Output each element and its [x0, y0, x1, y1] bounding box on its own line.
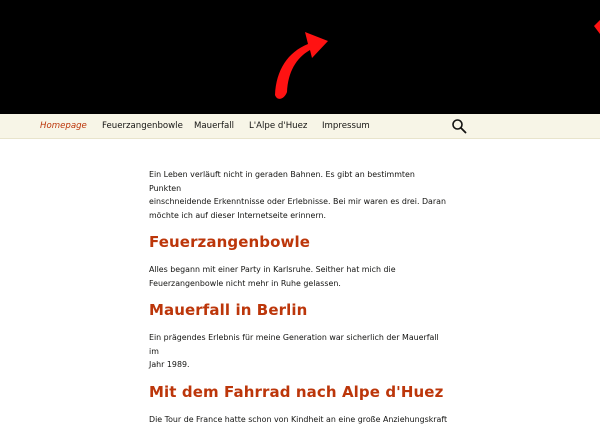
section-paragraph — [149, 331, 449, 372]
paragraph-line: Feuerzangenbowle nicht mehr in Ruhe gelassen. — [149, 279, 341, 288]
curved-arrow-icon[interactable] — [0, 0, 600, 114]
search-button[interactable] — [451, 118, 467, 134]
section-heading-feuerzangenbowle: Feuerzangenbowle — [149, 233, 449, 251]
section-heading-mauerfall: Mauerfall in Berlin — [149, 301, 449, 319]
nav-item-alpe-dhuez[interactable]: L'Alpe d'Huez — [249, 114, 307, 138]
nav-item-mauerfall[interactable]: Mauerfall — [194, 114, 234, 138]
search-icon — [451, 118, 467, 134]
page-content — [149, 168, 449, 426]
main-navigation — [0, 114, 600, 139]
nav-item-homepage[interactable]: Homepage — [40, 114, 87, 138]
intro-line: Ein Leben verläuft nicht in geraden Bahnen. Es gibt an bestimmten Punkten — [149, 170, 415, 193]
paragraph-line: Alles begann mit einer Party in Karlsruhe. Seither hat mich die — [149, 265, 396, 274]
header-edge-mark — [594, 20, 600, 34]
intro-line: möchte ich auf dieser Internetseite erinnern. — [149, 211, 326, 220]
intro-paragraph — [149, 168, 449, 222]
paragraph-line: Die Tour de France hatte schon von Kindheit an eine große Anziehungskraft — [149, 415, 447, 424]
section-paragraph — [149, 263, 449, 290]
intro-line: einschneidende Erkenntnisse oder Erlebnisse. Bei mir waren es drei. Daran — [149, 197, 446, 206]
section-heading-alpe-dhuez: Mit dem Fahrrad nach Alpe d'Huez — [149, 383, 449, 401]
paragraph-line: Jahr 1989. — [149, 360, 190, 369]
section-paragraph — [149, 413, 449, 426]
paragraph-line: Ein prägendes Erlebnis für meine Generation war sicherlich der Mauerfall im — [149, 333, 439, 356]
site-header — [0, 0, 600, 114]
nav-item-feuerzangenbowle[interactable]: Feuerzangenbowle — [102, 114, 183, 138]
nav-item-impressum[interactable]: Impressum — [322, 114, 370, 138]
